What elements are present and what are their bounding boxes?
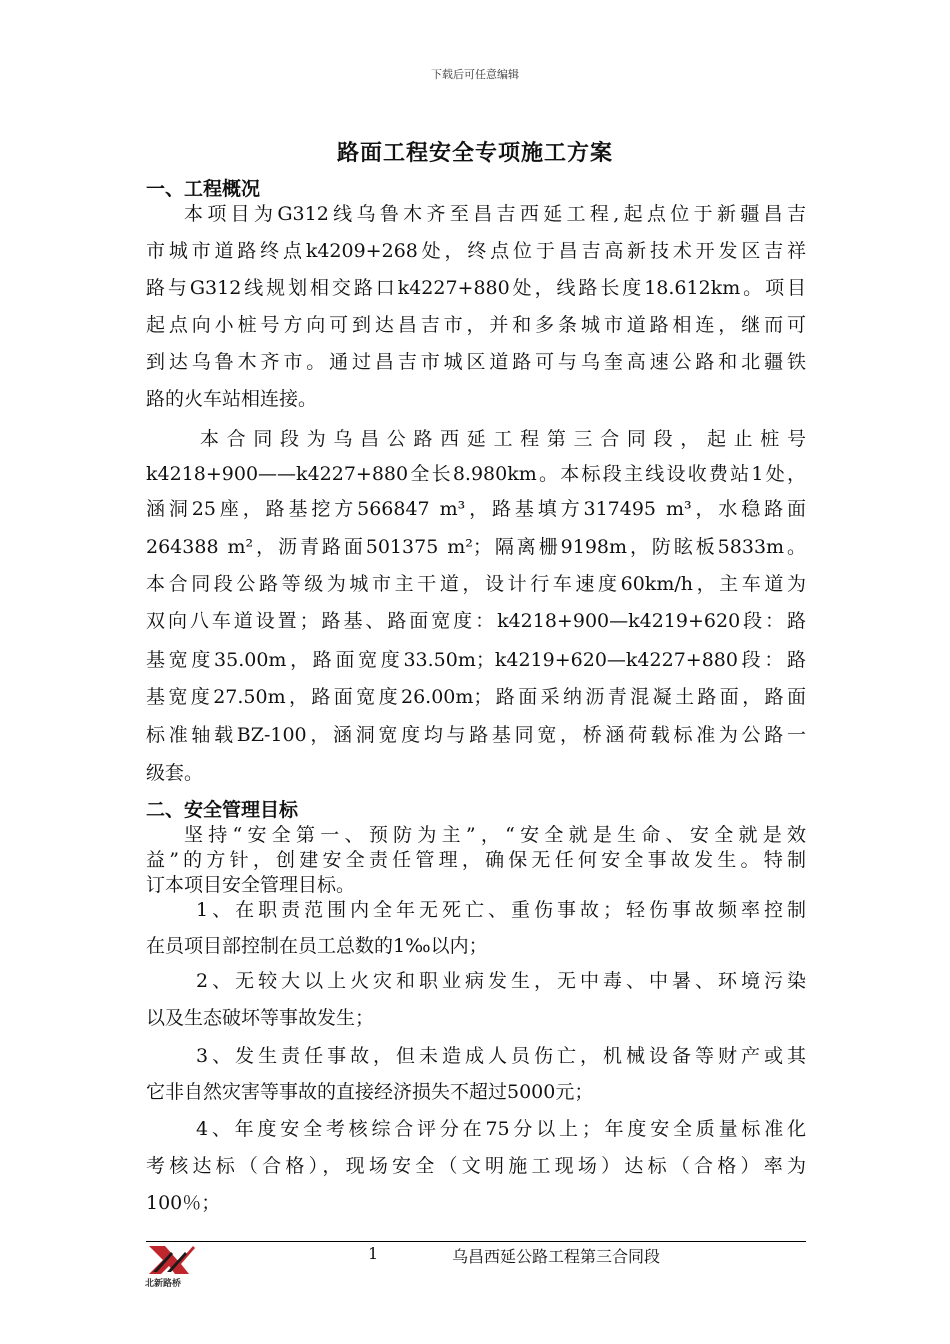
paragraph-line: 坚持“安全第一、预防为主”，“安全就是生命、安全就是效 xyxy=(184,824,806,846)
goal-item: 它非自然灾害等事故的直接经济损失不超过5000元； xyxy=(146,1081,594,1103)
goal-item: 1、在职责范围内全年无死亡、重伤事故；轻伤事故频率控制 xyxy=(196,899,806,921)
goal-item: 在员项目部控制在员工总数的1‰以内； xyxy=(146,935,488,957)
paragraph-line: 基宽度27.50m，路面宽度26.00m；路面采纳沥青混凝土路面，路面 xyxy=(146,686,806,708)
paragraph-line: 本合同段为乌昌公路西延工程第三合同段，起止桩号 xyxy=(200,428,806,450)
paragraph-line: 级套。 xyxy=(146,762,204,784)
paragraph-line: 起点向小桩号方向可到达昌吉市，并和多条城市道路相连，继而可 xyxy=(146,314,806,336)
footer-rule xyxy=(146,1241,806,1242)
section-heading-safety-goals: 二、安全管理目标 xyxy=(146,799,299,821)
document-title: 路面工程安全专项施工方案 xyxy=(336,140,613,166)
paragraph-line: 基宽度35.00m，路面宽度33.50m；k4219+620—k4227+880段：路 xyxy=(146,649,806,671)
section-heading-overview: 一、工程概况 xyxy=(146,178,261,200)
paragraph-line: 到达乌鲁木齐市。通过昌吉市城区道路可与乌奎高速公路和北疆铁 xyxy=(146,351,806,373)
paragraph-line: 涵洞25座，路基挖方566847 m³，路基填方317495 m³，水稳路面 xyxy=(146,498,806,520)
goal-item: 100％； xyxy=(146,1192,221,1214)
paragraph-line: 264388 m²，沥青路面501375 m²；隔离栅9198m，防眩板5833m。 xyxy=(146,536,806,558)
goal-item: 以及生态破坏等事故发生； xyxy=(146,1007,375,1029)
goal-item: 考核达标（合格），现场安全（文明施工现场）达标（合格）率为 xyxy=(146,1155,806,1177)
paragraph-line: 本合同段公路等级为城市主干道，设计行车速度60km/h，主车道为 xyxy=(146,573,806,595)
paragraph-line: 双向八车道设置；路基、路面宽度：k4218+900—k4219+620段：路 xyxy=(146,610,806,632)
goal-item: 3、发生责任事故，但未造成人员伤亡，机械设备等财产或其 xyxy=(196,1045,806,1067)
goal-item: 2、无较大以上火灾和职业病发生，无中毒、中暑、环境污染 xyxy=(196,970,806,992)
paragraph-line: k4218+900——k4227+880全长8.980km。本标段主线设收费站1处， xyxy=(146,463,806,485)
paragraph-line: 路的火车站相连接。 xyxy=(146,388,318,410)
paragraph-line: 益”的方针，创建安全责任管理，确保无任何安全事故发生。特制 xyxy=(146,849,806,871)
footer-project-name: 乌昌西延公路工程第三合同段 xyxy=(452,1247,661,1266)
page-number: 1 xyxy=(368,1244,379,1263)
header-note: 下载后可任意编辑 xyxy=(431,68,519,81)
paragraph-line: 订本项目安全管理目标。 xyxy=(146,874,356,896)
company-name: 北新路桥 xyxy=(145,1279,182,1289)
paragraph-line: 标准轴载BZ-100，涵洞宽度均与路基同宽，桥涵荷载标准为公路一 xyxy=(146,724,806,746)
paragraph-line: 市城市道路终点k4209+268处，终点位于昌吉高新技术开发区吉祥 xyxy=(146,240,806,262)
paragraph-line: 路与G312线规划相交路口k4227+880处，线路长度18.612km。项目 xyxy=(146,277,806,299)
paragraph-line: 本项目为G312线乌鲁木齐至昌吉西延工程,起点位于新疆昌吉 xyxy=(184,203,806,225)
goal-item: 4、年度安全考核综合评分在75分以上；年度安全质量标准化 xyxy=(196,1118,806,1140)
